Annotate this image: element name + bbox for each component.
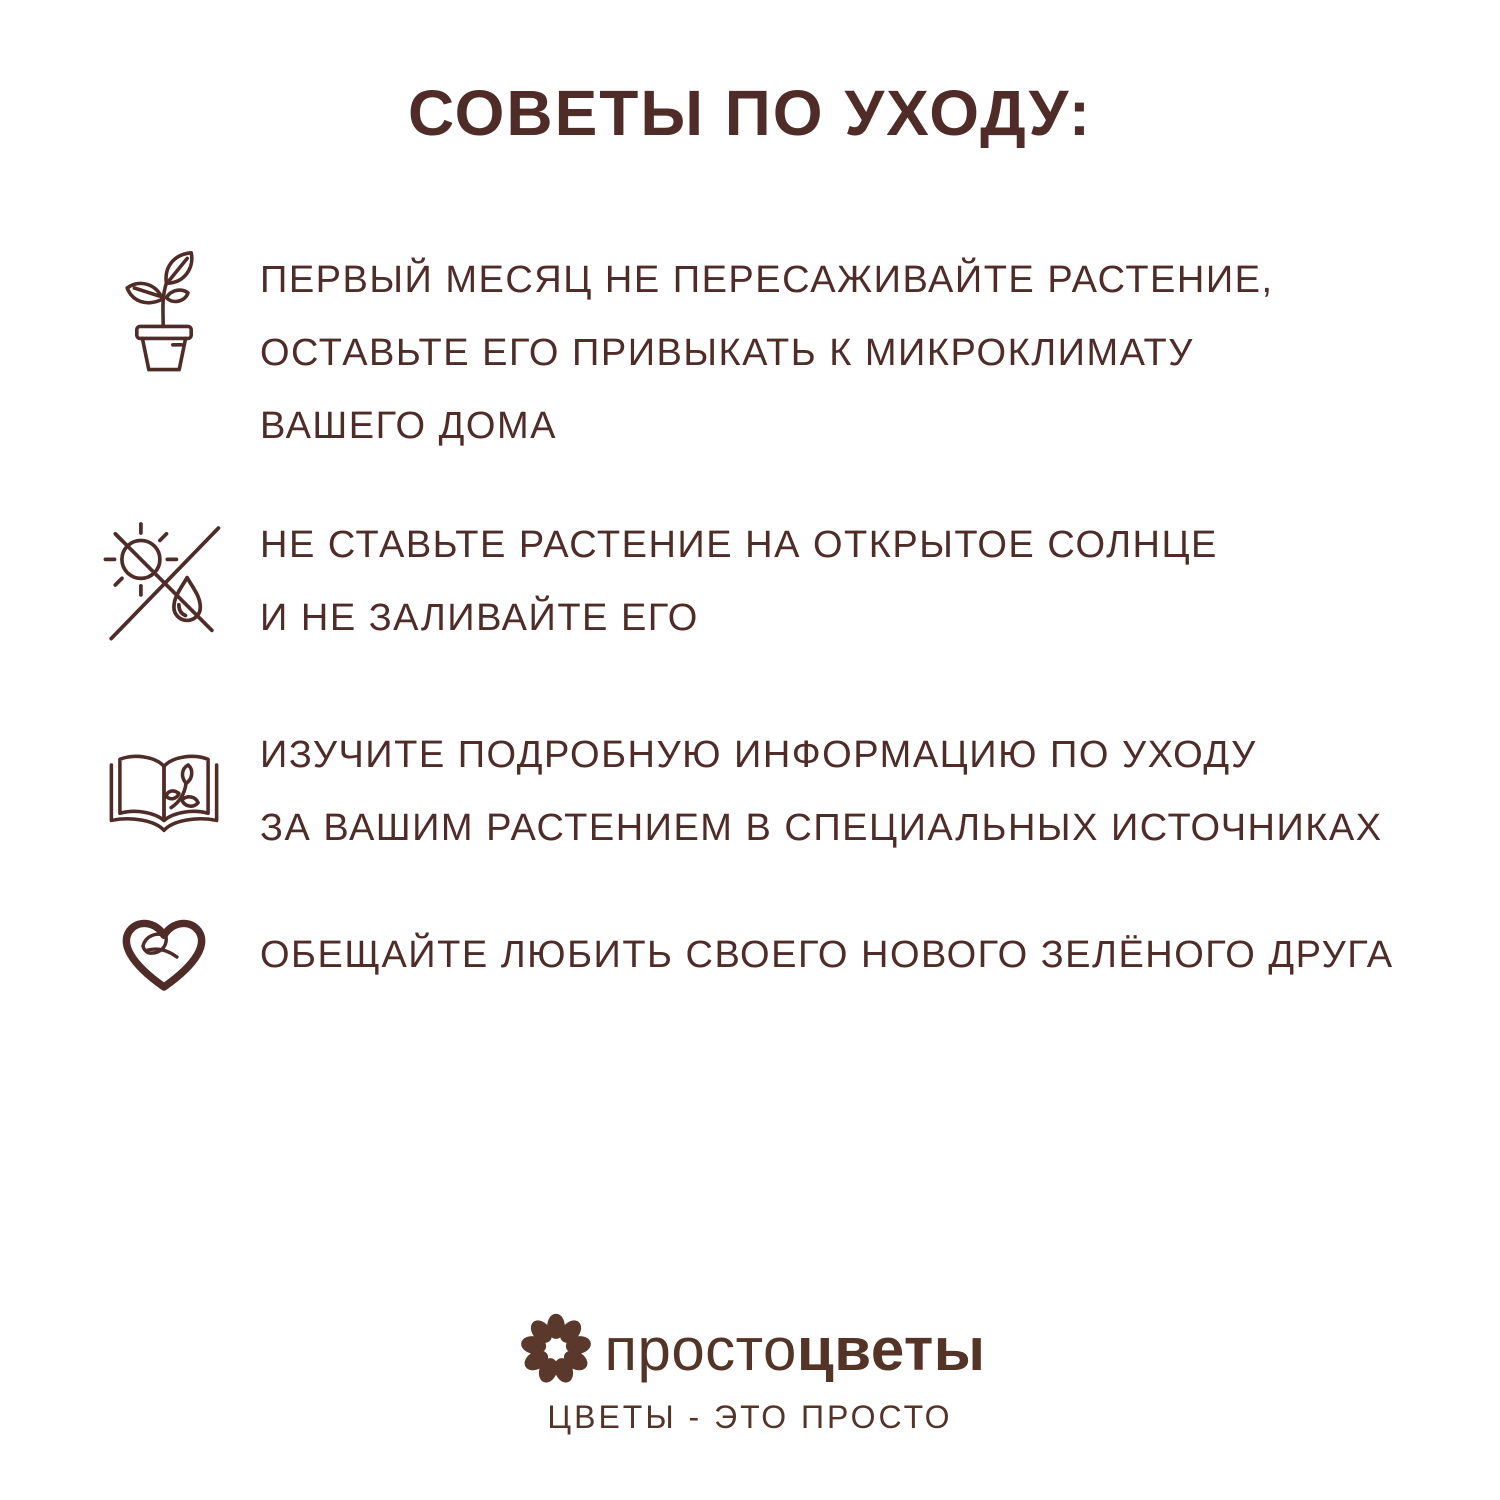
tip-line: ИЗУЧИТЕ ПОДРОБНУЮ ИНФОРМАЦИЮ ПО УХОДУ bbox=[260, 734, 1257, 776]
brand-tagline: ЦВЕТЫ - ЭТО ПРОСТО bbox=[547, 1399, 953, 1435]
tip-row-no-sun bbox=[80, 509, 1450, 655]
tip-row-read-info bbox=[80, 719, 1450, 865]
no-direct-sun-no-overwatering-icon bbox=[80, 510, 248, 655]
tips-list bbox=[0, 244, 1500, 1001]
brand-row bbox=[514, 1307, 985, 1391]
tip-line: ЗА ВАШИМ РАСТЕНИЕМ В СПЕЦИАЛЬНЫХ ИСТОЧНИКАХ bbox=[260, 807, 1383, 849]
footer-brand bbox=[0, 1307, 1500, 1436]
tip-text bbox=[248, 919, 1394, 992]
tip-line: И НЕ ЗАЛИВАЙТЕ ЕГО bbox=[260, 597, 699, 639]
tip-row-repotting bbox=[80, 244, 1450, 463]
tip-line: ПЕРВЫЙ МЕСЯЦ НЕ ПЕРЕСАЖИВАЙТЕ РАСТЕНИЕ, bbox=[260, 259, 1274, 301]
heart-with-leaf-icon bbox=[80, 909, 248, 1001]
open-book-with-plant-icon bbox=[80, 741, 248, 843]
tip-text bbox=[248, 244, 1274, 463]
tip-line: ВАШЕГО ДОМА bbox=[260, 405, 557, 447]
tip-line: ОБЕЩАЙТЕ ЛЮБИТЬ СВОЕГО НОВОГО ЗЕЛЁНОГО ДРУГА bbox=[260, 933, 1394, 976]
tip-text bbox=[248, 509, 1218, 655]
tip-line: НЕ СТАВЬТЕ РАСТЕНИЕ НА ОТКРЫТОЕ СОЛНЦЕ bbox=[260, 524, 1218, 566]
flower-logo-icon bbox=[514, 1307, 598, 1391]
brand-name-bold: цветы bbox=[796, 1315, 986, 1383]
potted-plant-icon bbox=[80, 248, 248, 376]
tip-text bbox=[248, 719, 1383, 865]
brand-name-regular: просто bbox=[604, 1315, 797, 1383]
brand-name bbox=[604, 1315, 985, 1384]
tip-row-love-plant bbox=[80, 909, 1450, 1001]
tip-line: ОСТАВЬТЕ ЕГО ПРИВЫКАТЬ К МИКРОКЛИМАТУ bbox=[260, 332, 1194, 374]
page-title: СОВЕТЫ ПО УХОДУ: bbox=[407, 77, 1093, 149]
